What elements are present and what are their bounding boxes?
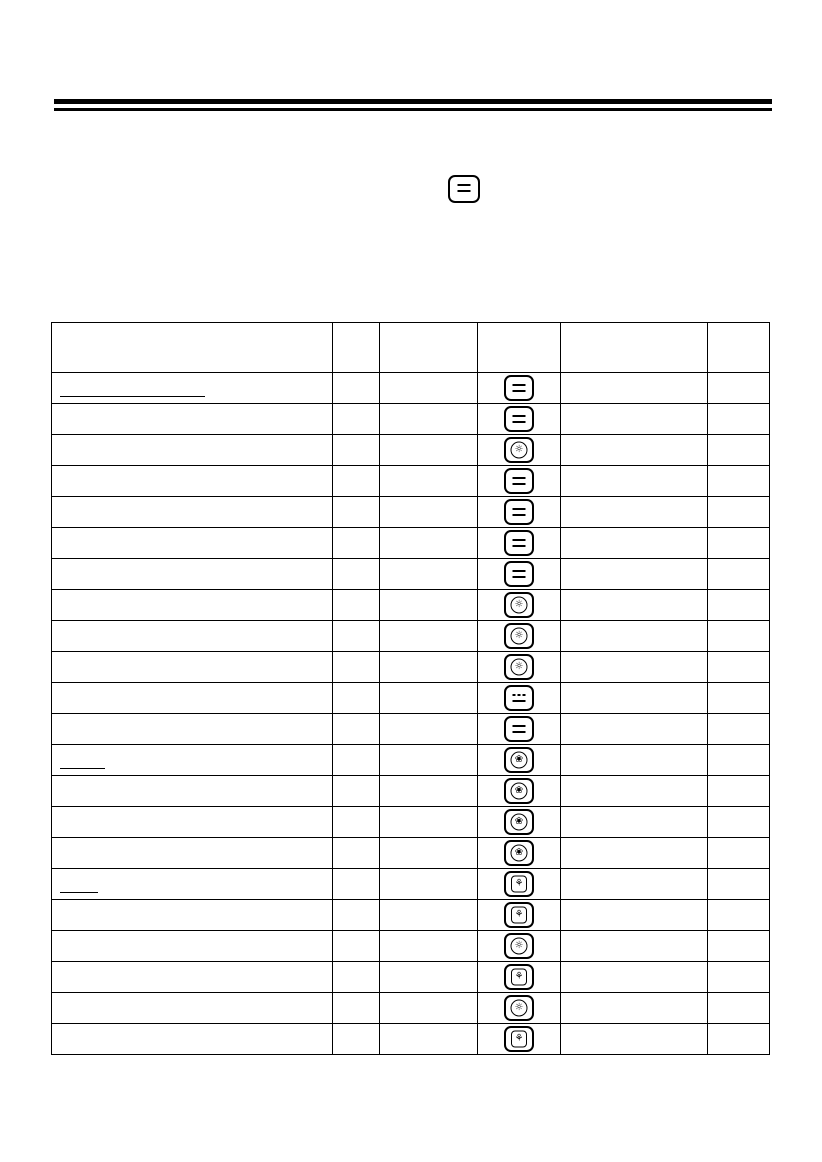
header-rule-top	[54, 99, 772, 104]
lead-icon	[444, 172, 484, 206]
name-underline	[60, 892, 98, 894]
row-icon-cell	[478, 838, 561, 869]
row-icon-cell	[478, 683, 561, 714]
column-header-notes	[561, 323, 708, 373]
row-icon-cell	[478, 404, 561, 435]
row-a-cell	[333, 962, 380, 993]
row-notes-cell	[561, 807, 708, 838]
table-row	[52, 776, 770, 807]
row-notes-cell	[561, 962, 708, 993]
row-b-cell	[380, 869, 478, 900]
row-b-cell	[380, 714, 478, 745]
row-name-cell	[52, 1024, 333, 1055]
row-b-cell	[380, 590, 478, 621]
row-b-cell	[380, 1024, 478, 1055]
row-name-cell	[52, 776, 333, 807]
row-icon-cell	[478, 435, 561, 466]
row-b-cell	[380, 404, 478, 435]
row-a-cell	[333, 776, 380, 807]
equals-rounded-icon	[504, 499, 534, 525]
table-row	[52, 590, 770, 621]
row-icon-cell	[478, 900, 561, 931]
table-row	[52, 559, 770, 590]
row-name-cell	[52, 404, 333, 435]
row-a-cell	[333, 931, 380, 962]
row-b-cell	[380, 466, 478, 497]
circled-mark-icon: ☼	[504, 995, 534, 1021]
row-a-cell	[333, 652, 380, 683]
row-name-cell	[52, 373, 333, 404]
row-last-cell	[708, 807, 770, 838]
row-notes-cell	[561, 776, 708, 807]
row-icon-cell	[478, 621, 561, 652]
row-icon-cell	[478, 776, 561, 807]
row-last-cell	[708, 776, 770, 807]
row-name-cell	[52, 807, 333, 838]
row-b-cell	[380, 838, 478, 869]
equals-rounded-icon	[504, 561, 534, 587]
row-notes-cell	[561, 621, 708, 652]
row-b-cell	[380, 621, 478, 652]
row-name-cell	[52, 838, 333, 869]
row-last-cell	[708, 869, 770, 900]
row-last-cell	[708, 900, 770, 931]
row-name-cell	[52, 745, 333, 776]
row-b-cell	[380, 993, 478, 1024]
row-last-cell	[708, 497, 770, 528]
table-row	[52, 683, 770, 714]
row-b-cell	[380, 683, 478, 714]
row-notes-cell	[561, 1024, 708, 1055]
name-underline	[60, 396, 205, 398]
row-b-cell	[380, 962, 478, 993]
table-header-row	[52, 323, 770, 373]
table-row	[52, 869, 770, 900]
row-a-cell	[333, 714, 380, 745]
row-a-cell	[333, 745, 380, 776]
row-last-cell	[708, 652, 770, 683]
page-title	[54, 60, 772, 90]
circled-mark-icon: ☼	[504, 592, 534, 618]
row-b-cell	[380, 807, 478, 838]
row-b-cell	[380, 559, 478, 590]
table-row	[52, 497, 770, 528]
row-notes-cell	[561, 869, 708, 900]
row-name-cell	[52, 466, 333, 497]
row-a-cell	[333, 373, 380, 404]
row-a-cell	[333, 838, 380, 869]
row-notes-cell	[561, 931, 708, 962]
row-a-cell	[333, 869, 380, 900]
row-last-cell	[708, 404, 770, 435]
row-icon-cell	[478, 869, 561, 900]
circled-leaf-icon: ❀	[504, 809, 534, 835]
table-header	[52, 323, 770, 373]
equals-rounded-icon	[504, 406, 534, 432]
row-notes-cell	[561, 435, 708, 466]
circled-leaf-icon: ❀	[504, 840, 534, 866]
column-header-last	[708, 323, 770, 373]
row-icon-cell	[478, 714, 561, 745]
row-notes-cell	[561, 838, 708, 869]
row-name-cell	[52, 528, 333, 559]
row-last-cell	[708, 714, 770, 745]
row-icon-cell	[478, 652, 561, 683]
row-a-cell	[333, 1024, 380, 1055]
equals-rounded-icon	[504, 468, 534, 494]
table-row	[52, 714, 770, 745]
equals-rounded-icon	[448, 175, 480, 203]
row-b-cell	[380, 497, 478, 528]
equals-rounded-icon	[504, 375, 534, 401]
row-icon-cell	[478, 559, 561, 590]
row-b-cell	[380, 900, 478, 931]
row-b-cell	[380, 652, 478, 683]
row-a-cell	[333, 466, 380, 497]
row-notes-cell	[561, 528, 708, 559]
row-last-cell	[708, 590, 770, 621]
row-notes-cell	[561, 559, 708, 590]
row-icon-cell	[478, 745, 561, 776]
boxed-mark-icon: ⚘	[504, 902, 534, 928]
row-last-cell	[708, 962, 770, 993]
row-notes-cell	[561, 466, 708, 497]
table-row	[52, 435, 770, 466]
column-header-b	[380, 323, 478, 373]
row-notes-cell	[561, 900, 708, 931]
row-name-cell	[52, 993, 333, 1024]
row-name-cell	[52, 683, 333, 714]
row-b-cell	[380, 745, 478, 776]
circled-mark-icon: ☼	[504, 623, 534, 649]
table-row	[52, 962, 770, 993]
boxed-mark-icon: ⚘	[504, 871, 534, 897]
row-icon-cell	[478, 1024, 561, 1055]
row-last-cell	[708, 1024, 770, 1055]
row-name-cell	[52, 435, 333, 466]
row-icon-cell	[478, 931, 561, 962]
row-name-cell	[52, 652, 333, 683]
name-underline	[60, 768, 105, 770]
row-a-cell	[333, 683, 380, 714]
row-a-cell	[333, 404, 380, 435]
row-notes-cell	[561, 652, 708, 683]
row-notes-cell	[561, 745, 708, 776]
table-row	[52, 404, 770, 435]
row-last-cell	[708, 621, 770, 652]
row-notes-cell	[561, 993, 708, 1024]
table-row	[52, 838, 770, 869]
equals-rounded-icon	[504, 530, 534, 556]
row-b-cell	[380, 373, 478, 404]
row-icon-cell	[478, 962, 561, 993]
column-header-icon	[478, 323, 561, 373]
row-name-cell	[52, 714, 333, 745]
row-name-cell	[52, 621, 333, 652]
row-name-cell	[52, 931, 333, 962]
row-b-cell	[380, 931, 478, 962]
row-last-cell	[708, 838, 770, 869]
row-icon-cell	[478, 373, 561, 404]
row-icon-cell	[478, 528, 561, 559]
row-name-cell	[52, 590, 333, 621]
row-a-cell	[333, 528, 380, 559]
row-a-cell	[333, 621, 380, 652]
circled-mark-icon: ☼	[504, 654, 534, 680]
row-last-cell	[708, 466, 770, 497]
row-a-cell	[333, 807, 380, 838]
table-row	[52, 807, 770, 838]
table-row	[52, 1024, 770, 1055]
row-b-cell	[380, 776, 478, 807]
row-name-cell	[52, 962, 333, 993]
row-icon-cell	[478, 807, 561, 838]
dashed-lines-icon	[504, 685, 534, 711]
row-last-cell	[708, 435, 770, 466]
row-notes-cell	[561, 683, 708, 714]
row-a-cell	[333, 559, 380, 590]
circled-mark-icon: ☼	[504, 437, 534, 463]
table-row	[52, 931, 770, 962]
row-icon-cell	[478, 993, 561, 1024]
table-row	[52, 745, 770, 776]
table-row	[52, 373, 770, 404]
row-notes-cell	[561, 373, 708, 404]
equals-rounded-icon	[504, 716, 534, 742]
row-last-cell	[708, 993, 770, 1024]
row-notes-cell	[561, 497, 708, 528]
circled-mark-icon: ☼	[504, 933, 534, 959]
table-row	[52, 528, 770, 559]
column-header-a	[333, 323, 380, 373]
row-last-cell	[708, 683, 770, 714]
header-rule-bottom	[54, 108, 772, 111]
circled-leaf-icon: ❀	[504, 778, 534, 804]
row-icon-cell	[478, 466, 561, 497]
row-last-cell	[708, 559, 770, 590]
row-a-cell	[333, 900, 380, 931]
row-icon-cell	[478, 497, 561, 528]
circled-leaf-icon: ❀	[504, 747, 534, 773]
row-a-cell	[333, 435, 380, 466]
row-last-cell	[708, 745, 770, 776]
main-table	[51, 322, 770, 1055]
row-last-cell	[708, 931, 770, 962]
row-last-cell	[708, 528, 770, 559]
row-notes-cell	[561, 714, 708, 745]
boxed-mark-icon: ⚘	[504, 1026, 534, 1052]
row-icon-cell	[478, 590, 561, 621]
row-b-cell	[380, 528, 478, 559]
column-header-name	[52, 323, 333, 373]
table-row	[52, 621, 770, 652]
row-b-cell	[380, 435, 478, 466]
table-row	[52, 652, 770, 683]
table-row	[52, 993, 770, 1024]
table-row	[52, 466, 770, 497]
boxed-mark-icon: ⚘	[504, 964, 534, 990]
row-notes-cell	[561, 404, 708, 435]
row-a-cell	[333, 497, 380, 528]
row-name-cell	[52, 559, 333, 590]
row-a-cell	[333, 590, 380, 621]
table-row	[52, 900, 770, 931]
row-name-cell	[52, 497, 333, 528]
row-name-cell	[52, 900, 333, 931]
row-name-cell	[52, 869, 333, 900]
row-last-cell	[708, 373, 770, 404]
table-body	[52, 373, 770, 1055]
row-a-cell	[333, 993, 380, 1024]
row-notes-cell	[561, 590, 708, 621]
